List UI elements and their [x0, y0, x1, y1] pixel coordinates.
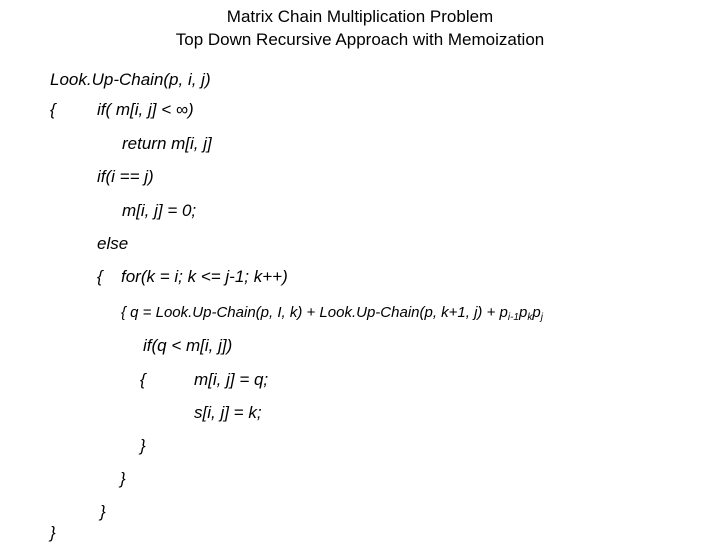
memo-return-line: return m[i, j]: [122, 134, 212, 153]
function-close-brace: }: [50, 523, 56, 542]
compare-q-line: if(q < m[i, j]): [143, 336, 233, 355]
function-open-brace: {: [50, 100, 56, 119]
q-subscript-k: k: [527, 312, 533, 323]
for-loop-line: for(k = i; k <= j-1; k++): [121, 267, 288, 286]
function-signature: Look.Up-Chain(p, i, j): [50, 70, 211, 89]
q-assignment-line: [121, 302, 543, 324]
memo-check-line: if( m[i, j] < ∞): [97, 100, 194, 119]
base-case-check-line: if(i == j): [97, 167, 154, 186]
else-open-brace: {: [97, 267, 103, 286]
inner-close-brace: }: [140, 436, 146, 455]
else-close-brace: }: [100, 502, 106, 521]
page-subtitle: Top Down Recursive Approach with Memoization: [175, 30, 545, 49]
assign-s-line: s[i, j] = k;: [194, 403, 262, 422]
q-subscript-j: j: [540, 312, 543, 323]
assign-m-line: m[i, j] = q;: [194, 370, 269, 389]
q-p-term: p: [532, 304, 541, 321]
inner-open-brace: {: [140, 370, 146, 389]
q-subscript-i-minus-1: i-1: [507, 312, 519, 323]
q-p-term: p: [519, 304, 528, 321]
else-keyword: else: [97, 234, 129, 253]
base-case-assign-line: m[i, j] = 0;: [122, 201, 197, 220]
for-close-brace: }: [120, 469, 126, 488]
page-title: Matrix Chain Multiplication Problem: [226, 7, 494, 26]
q-assignment-text: { q = Look.Up-Chain(p, I, k) + Look.Up-Chain(p, k+1, j) + p: [121, 304, 508, 321]
